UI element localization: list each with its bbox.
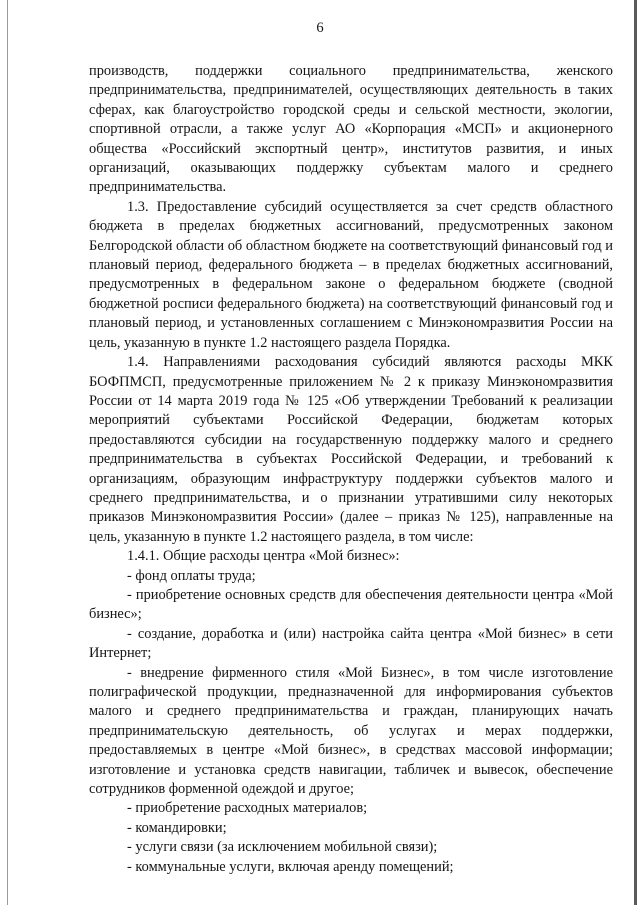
page-number: 6 — [316, 20, 324, 36]
paragraph: производств, поддержки социального предпринимательства, женского предпринимательства, предпринимателей, осуществляющих деятельность в таких сферах, как благоустройство городской среды и сельской местности, экологии, спортивной отрасли, а также услуг АО «Корпорация «МСП» и акционерного общества «Российский экспортный центр», институтов развития, и иных организаций, оказывающих поддержку субъектам малого и среднего предпринимательства. — [89, 63, 613, 196]
paragraph: 1.4.1. Общие расходы центра «Мой бизнес»: — [127, 548, 400, 565]
paragraph: - создание, доработка и (или) настройка сайта центра «Мой бизнес» в сети Интернет; — [89, 625, 613, 662]
paragraph: - приобретение расходных материалов; — [127, 800, 368, 817]
paragraph: - приобретение основных средств для обеспечения деятельности центра «Мой бизнес»; — [89, 586, 613, 623]
paragraph: 1.3. Предоставление субсидий осуществляется за счет средств областного бюджета в пределах бюджетных ассигнований, предусмотренных законом Белгородской области об областном бюджете на соответствующий финансовый год и плановый период, федерального бюджета – в пределах бюджетных ассигнований, предусмотренных в федеральном законе о федеральном бюджете (сводной бюджетной росписи федерального бюджета) на соответствующий финансовый год и плановый период, и установленных соглашением с Минэкономразвития России на цель, указанную в пункте 1.2 настоящего раздела Порядка. — [89, 198, 613, 351]
paragraph: - внедрение фирменного стиля «Мой Бизнес», в том числе изготовление полиграфической продукции, предназначенной для информирования субъектов малого и среднего предпринимательства и граждан, планирующих начать предпринимательскую деятельность, об услугах и мерах поддержки, предоставляемых в центре «Мой бизнес», в средствах массовой информации; изготовление и установка средств навигации, табличек и вывесок, обеспечение сотрудников форменной одеждой и другое; — [89, 664, 613, 798]
paragraph: - командировки; — [127, 819, 227, 836]
document-body — [89, 62, 613, 877]
paragraph: - услуги связи (за исключением мобильной связи); — [127, 839, 438, 856]
paragraph: 1.4. Направлениями расходования субсидий являются расходы МКК БОФПМСП, предусмотренные приложением № 2 к приказу Минэкономразвития России от 14 марта 2019 года № 125 «Об утверждении Требований к реализации мероприятий субъектами Российской Федерации, бюджетам которых предоставляются субсидии на государственную поддержку малого и среднего предпринимательства в субъектах Российской Федерации, и требований к организациям, образующим инфраструктуру поддержки субъектов малого и среднего предпринимательства, и о признании утратившими силу некоторых приказов Минэкономразвития России» (далее – приказ № 125), направленные на цель, указанную в пункте 1.2 настоящего раздела, в том числе: — [89, 354, 613, 545]
scan-edge-left — [7, 0, 8, 905]
paragraph: - коммунальные услуги, включая аренду помещений; — [127, 858, 454, 875]
paragraph: - фонд оплаты труда; — [127, 567, 256, 584]
scan-edge-right — [634, 0, 637, 905]
